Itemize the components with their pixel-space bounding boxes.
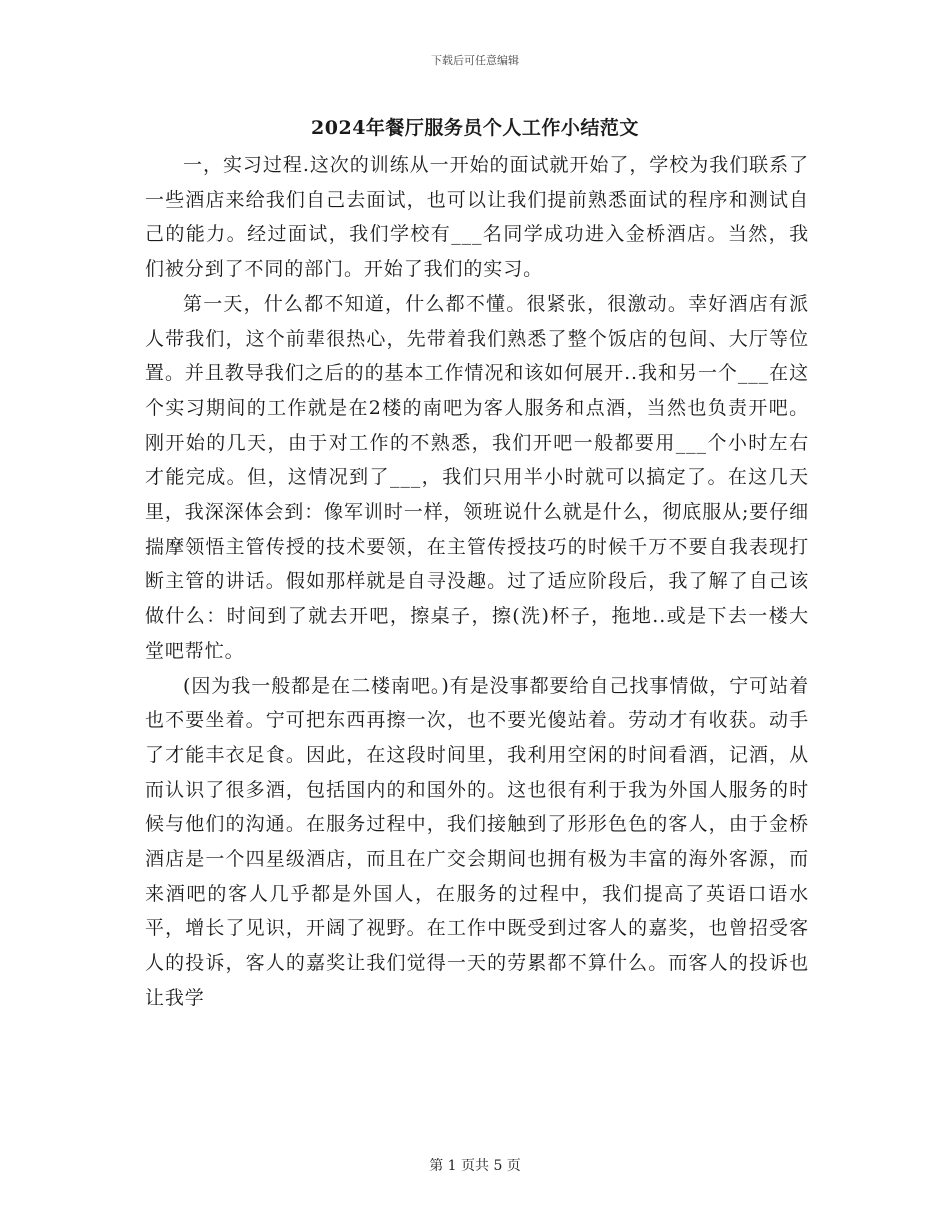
- page-number: 第 1 页共 5 页: [429, 1158, 521, 1174]
- document-body: [145, 148, 809, 1016]
- paragraph-3: (因为我一般都是在二楼南吧。)有是没事都要给自己找事情做，宁可站着也不要坐着。宁可把东西再擦一次，也不要光傻站着。劳动才有收获。动手了才能丰衣足食。因此，在这段时间里，我利用空闲的时间看酒，记酒，从而认识了很多酒，包括国内的和国外的。这也很有利于我为外国人服务的时候与他们的沟通。在服务过程中，我们接触到了形形色色的客人，由于金桥酒店是一个四星级酒店，而且在广交会期间也拥有极为丰富的海外客源，而来酒吧的客人几乎都是外国人，在服务的过程中，我们提高了英语口语水平，增长了见识，开阔了视野。在工作中既受到过客人的嘉奖，也曾招受客人的投诉，客人的嘉奖让我们觉得一天的劳累都不算什么。而客人的投诉也让我学: [145, 674, 809, 1009]
- document-title: 2024年餐厅服务员个人工作小结范文: [311, 117, 639, 139]
- page-header-note: 下载后可任意编辑: [431, 54, 519, 67]
- paragraph-2: 第一天，什么都不知道，什么都不懂。很紧张，很激动。幸好酒店有派人带我们，这个前辈很热心，先带着我们熟悉了整个饭店的包间、大厅等位置。并且教导我们之后的的基本工作情况和该如何展开..我和另一个___在这个实习期间的工作就是在2楼的南吧为客人服务和点酒，当然也负责开吧。刚开始的几天，由于对工作的不熟悉，我们开吧一般都要用___个小时左右才能完成。但，这情况到了___，我们只用半小时就可以搞定了。在这几天里，我深深体会到：像军训时一样，领班说什么就是什么，彻底服从;要仔细揣摩领悟主管传授的技术要领，在主管传授技巧的时候千万不要自我表现打断主管的讲话。假如那样就是自寻没趣。过了适应阶段后，我了解了自己该做什么：时间到了就去开吧，擦桌子，擦(洗)杯子，拖地..或是下去一楼大堂吧帮忙。: [145, 292, 810, 662]
- paragraph-1: 一，实习过程.这次的训练从一开始的面试就开始了，学校为我们联系了一些酒店来给我们自己去面试，也可以让我们提前熟悉面试的程序和测试自己的能力。经过面试，我们学校有___名同学成功进入金桥酒店。当然，我们被分到了不同的部门。开始了我们的实习。: [145, 154, 809, 281]
